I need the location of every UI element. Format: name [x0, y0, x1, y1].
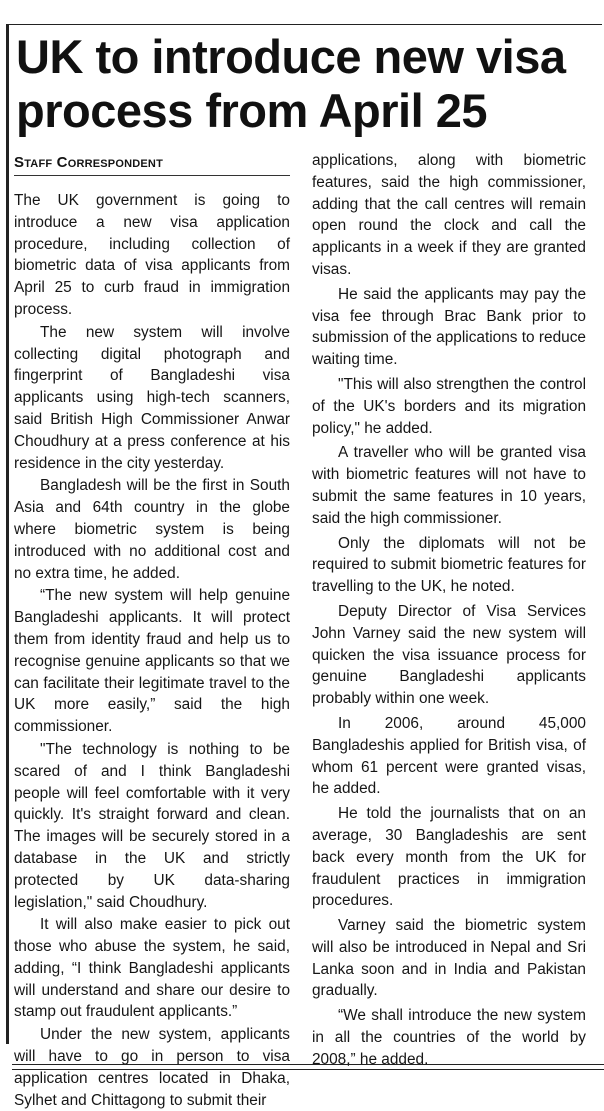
paragraph: The UK government is going to introduce a new visa application procedure, including collection of biometric data of visa applicants from April 25 to curb fraud in immigration process.: [14, 192, 290, 318]
paragraph: The new system will involve collecting digital photograph and fingerprint of Bangladeshi visa applicants using high-tech scanners, said British High Commissioner Anwar Choudhury at a press conference at his residence in the city yesterday.: [14, 323, 290, 472]
paragraph: "This will also strengthen the control of the UK's borders and its migration policy," he added.: [312, 375, 586, 437]
bottom-rule: [12, 1064, 604, 1070]
paragraph: Under the new system, applicants will have to go in person to visa application centres located in Dhaka, Sylhet and Chittagong to submit their: [14, 1026, 290, 1109]
top-rule: [6, 24, 602, 25]
paragraph: "The technology is nothing to be scared of and I think Bangladeshi people will feel comfortable with it very quickly. It's straight forward and clean. The images will be securely stored in a database in the UK and strictly protected by UK data-sharing legislation," said Choudhury.: [14, 740, 290, 911]
paragraph: Bangladesh will be the first in South Asia and 64th country in the globe where biometric system is being introduced with no additional cost and no extra time, he added.: [14, 477, 290, 582]
paragraph: applications, along with biometric features, said the high commissioner, adding that the call centres will remain open round the clock and call the applicants in a week if they are granted visas.: [312, 152, 586, 278]
paragraph: “The new system will help genuine Bangladeshi applicants. It will protect them from identity fraud and help us to recognise genuine applicants so that we can facilitate their legitimate travel to the UK more easily,” said the high commissioner.: [14, 587, 290, 736]
article-column-right: [312, 150, 586, 1071]
paragraph: Varney said the biometric system will also be introduced in Nepal and Sri Lanka soon and in India and Pakistan gradually.: [312, 917, 586, 1000]
byline: Staff Correspondent: [14, 154, 290, 176]
paragraph: He told the journalists that on an average, 30 Bangladeshis are sent back every month from the UK for fraudulent practices in immigration procedures.: [312, 805, 586, 910]
paragraph: He said the applicants may pay the visa fee through Brac Bank prior to submission of the applications to reduce waiting time.: [312, 285, 586, 369]
paragraph: “We shall introduce the new system in all the countries of the world by 2008,” he added.: [312, 1007, 586, 1068]
paragraph: It will also make easier to pick out those who abuse the system, he said, adding, “I think Bangladeshi applicants will understand and share our desire to stamp out fraudulent applicants.”: [14, 916, 290, 1021]
paragraph: In 2006, around 45,000 Bangladeshis applied for British visa, of whom 61 percent were granted visas, he added.: [312, 714, 586, 798]
article-column-left: [14, 190, 290, 1111]
headline: UK to introduce new visa process from April 25: [16, 30, 566, 137]
left-rule: [6, 24, 9, 1044]
paragraph: Only the diplomats will not be required to submit biometric features for travelling to the UK, he noted.: [312, 534, 586, 596]
paragraph: Deputy Director of Visa Services John Varney said the new system will quicken the visa issuance process for genuine Bangladeshi applicants probably within one week.: [312, 602, 586, 708]
paragraph: A traveller who will be granted visa with biometric features will not have to submit the same features in 10 years, said the high commissioner.: [312, 444, 586, 527]
